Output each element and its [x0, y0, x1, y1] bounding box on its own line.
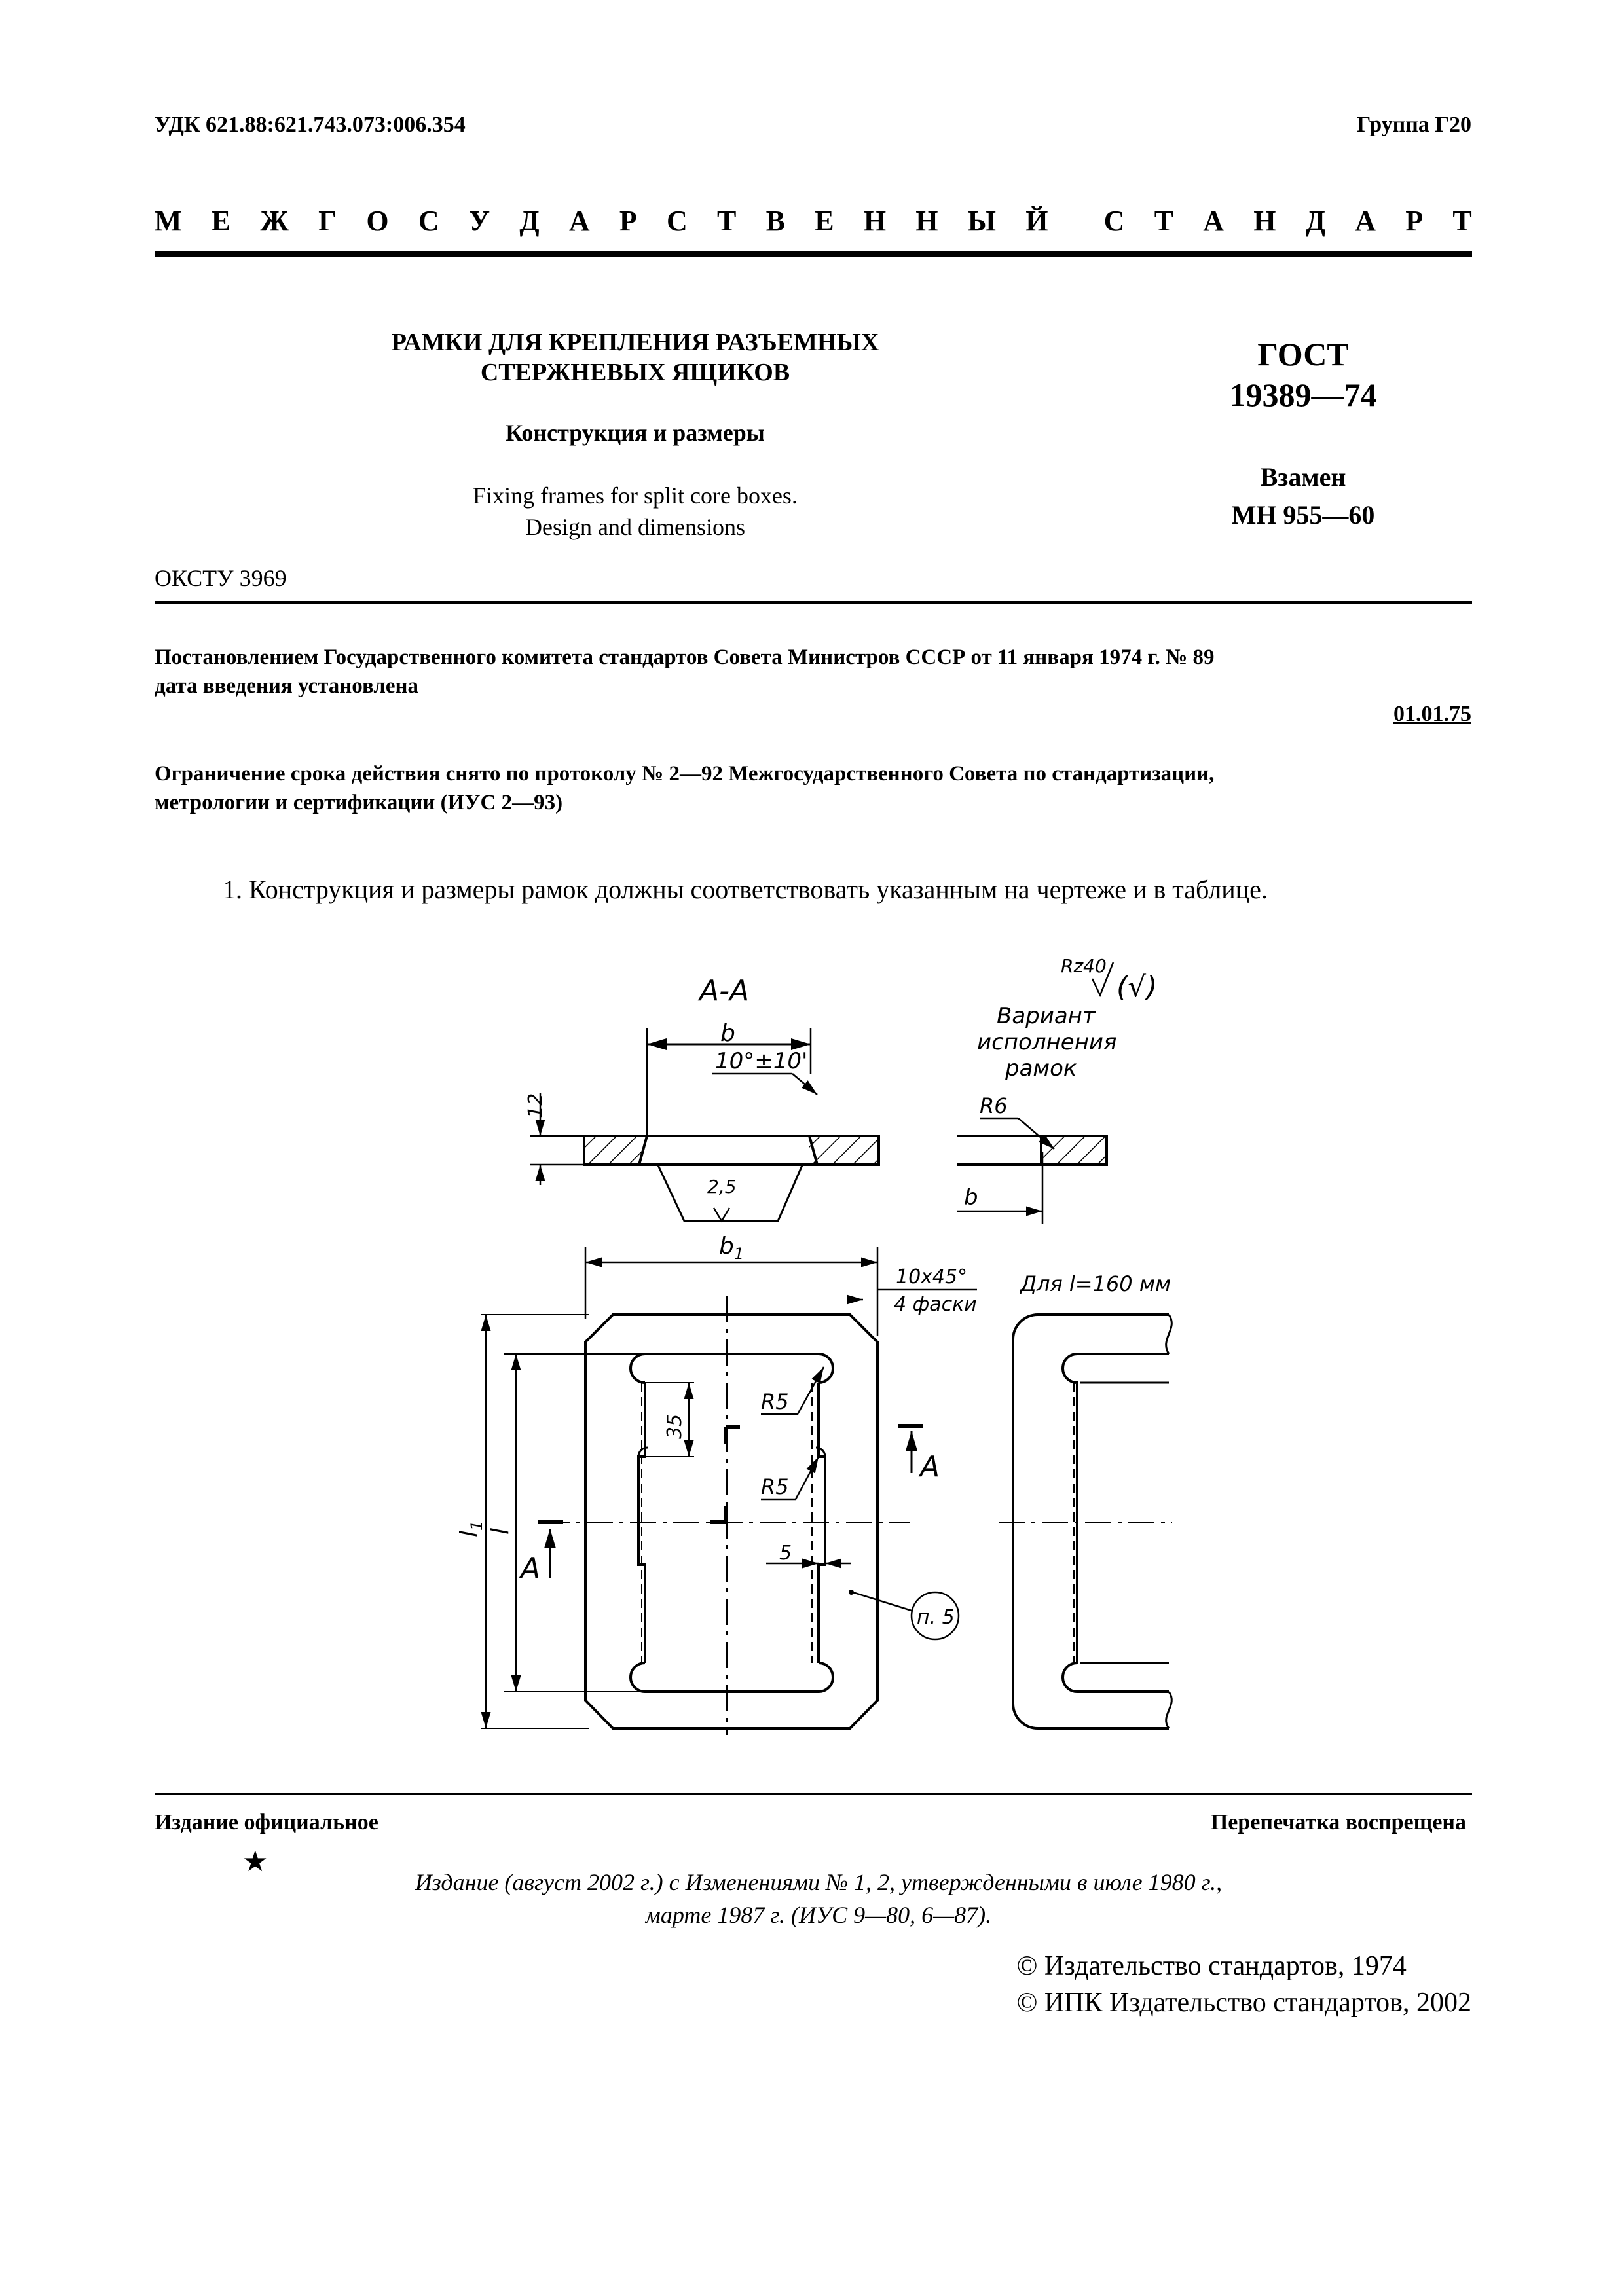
break-line [1166, 1692, 1172, 1728]
banner-letter: Е [815, 205, 834, 237]
decree-line-1: Постановлением Государственного комитета стандартов Совета Министров СССР от 11 января 1974 г. № 89 [155, 646, 1215, 669]
english-line-2: Design and dimensions [525, 514, 745, 540]
english-line-1: Fixing frames for split core boxes. [473, 483, 798, 509]
window-bottom [631, 1663, 833, 1692]
banner-letter: Р [619, 205, 637, 237]
plan-view [456, 1233, 977, 1735]
banner-letter: С [667, 205, 688, 237]
banner-letter: Н [915, 205, 938, 237]
decree-line-2: дата введения установлена [155, 674, 419, 698]
dim-b-variant-label: b [964, 1184, 978, 1211]
banner-letter: Т [717, 205, 737, 237]
dim-b1-label: $b_1$ [719, 1233, 745, 1263]
banner-letter: Ж [260, 205, 289, 237]
r5-label-mid: R5 [761, 1474, 789, 1499]
okstu-code: ОКСТУ 3969 [155, 565, 287, 591]
limitation-line-2: метрологии и сертификации (ИУС 2—93) [155, 791, 563, 814]
r5-label-top: R5 [761, 1389, 789, 1414]
chamfer-count: 4 фаски [894, 1293, 977, 1316]
banner-letter: В [765, 205, 785, 237]
dim-25-label: 2,5 [707, 1176, 737, 1197]
clause-1: 1. Конструкция и размеры рамок должны соответствовать указанным на чертеже и в таблице. [223, 875, 1268, 904]
reprint-prohibited: Перепечатка воспрещена [1210, 1810, 1466, 1834]
banner-letter: А [568, 205, 590, 237]
break-line [1166, 1315, 1172, 1354]
banner-letter: Н [1253, 205, 1276, 237]
edition-note [327, 1866, 1310, 1931]
window-top [631, 1354, 833, 1383]
roughness-mark [714, 1208, 729, 1221]
leader-line [853, 1592, 912, 1611]
angle-label: 10°±10' [715, 1048, 808, 1074]
banner-letter: Й [1025, 205, 1048, 237]
section-corner [726, 1427, 740, 1444]
banner-letter: А [1355, 205, 1376, 237]
dim-5-label: 5 [779, 1542, 792, 1565]
udk-code: УДК 621.88:621.743.073:006.354 [155, 113, 466, 137]
group-code: Группа Г20 [1356, 113, 1471, 137]
variant-l160-view [999, 1271, 1172, 1728]
section-arrow-label: А [521, 1552, 541, 1585]
banner-letter: Ы [967, 205, 996, 237]
copyright-line-1: © Издательство стандартов, 1974 [1016, 1951, 1407, 1981]
banner-letter: Т [1154, 205, 1174, 237]
dim-35-label: 35 [663, 1413, 686, 1439]
replaces-label: Взамен [1260, 462, 1346, 492]
replaces-value: МН 955—60 [1231, 500, 1375, 530]
roughness-label: Rz40 [1061, 955, 1107, 977]
banner-letter: У [468, 205, 490, 237]
gost-label: ГОСТ [1257, 336, 1349, 373]
title-line-1: РАМКИ ДЛЯ КРЕПЛЕНИЯ РАЗЪЕМНЫХ [391, 329, 879, 356]
edition-line-1: Издание (август 2002 г.) с Изменениями № 1, 2, утвержденными в июле 1980 г., [415, 1869, 1223, 1895]
banner-letter: Т [1452, 205, 1472, 237]
limitation-line-1: Ограничение срока действия снято по протоколу № 2—92 Межгосударственного Совета по стандартизации, [155, 762, 1215, 786]
note-label: п. 5 [917, 1606, 955, 1629]
section-arrow-label: А [920, 1450, 940, 1484]
section-corner [710, 1506, 726, 1522]
banner-letter: Р [1405, 205, 1424, 237]
edition-line-2: марте 1987 г. (ИУС 9—80, 6—87). [645, 1902, 992, 1928]
banner-letter: С [1103, 205, 1125, 237]
section-a-a [525, 974, 879, 1221]
chamfer-label: 10х45° [896, 1266, 968, 1288]
section-opening [643, 1137, 809, 1163]
introduction-date: 01.01.75 [1393, 702, 1471, 726]
banner-letter: С [418, 205, 439, 237]
roughness-paren: (√) [1116, 970, 1158, 1004]
title-line-2: СТЕРЖНЕВЫХ ЯЩИКОВ [480, 359, 790, 386]
variant-line-2: исполнения [977, 1029, 1117, 1055]
banner-letter: Е [211, 205, 231, 237]
dim-l1-label: $l_1$ [456, 1520, 486, 1537]
banner-letter: А [1203, 205, 1225, 237]
banner-letter: М [155, 205, 182, 237]
leader-line [796, 1457, 819, 1499]
official-edition: Издание официальное [155, 1810, 378, 1834]
banner-letter: О [366, 205, 389, 237]
variant-line-1: Вариант [997, 1003, 1096, 1029]
leader-line [792, 1074, 817, 1095]
copyright-line-2: © ИПК Издательство стандартов, 2002 [1016, 1988, 1471, 2018]
dim-12-label: 12 [525, 1093, 547, 1118]
banner-letter: Н [863, 205, 887, 237]
leader-dot [849, 1590, 854, 1595]
banner-letter: Д [1305, 205, 1326, 237]
star-icon: ★ [242, 1846, 268, 1878]
dim-b-label: b [720, 1020, 735, 1047]
banner-letter: Г [318, 205, 337, 237]
variant-line-3: рамок [1005, 1055, 1077, 1082]
banner-letter: Д [519, 205, 540, 237]
fillets [638, 1448, 825, 1457]
variant-plate [1041, 1136, 1107, 1165]
gost-code: 19389—74 [1229, 376, 1377, 413]
r6-label: R6 [980, 1093, 1008, 1118]
section-label: А-А [699, 974, 750, 1008]
dim-l-label: l [487, 1527, 514, 1535]
document-subtitle: Конструкция и размеры [506, 420, 765, 446]
variant-detail [957, 955, 1157, 1224]
copyright [1016, 1948, 1471, 2021]
footer-rule [155, 1793, 1472, 1795]
variant-l160-label: Для l=160 мм [1020, 1271, 1171, 1296]
